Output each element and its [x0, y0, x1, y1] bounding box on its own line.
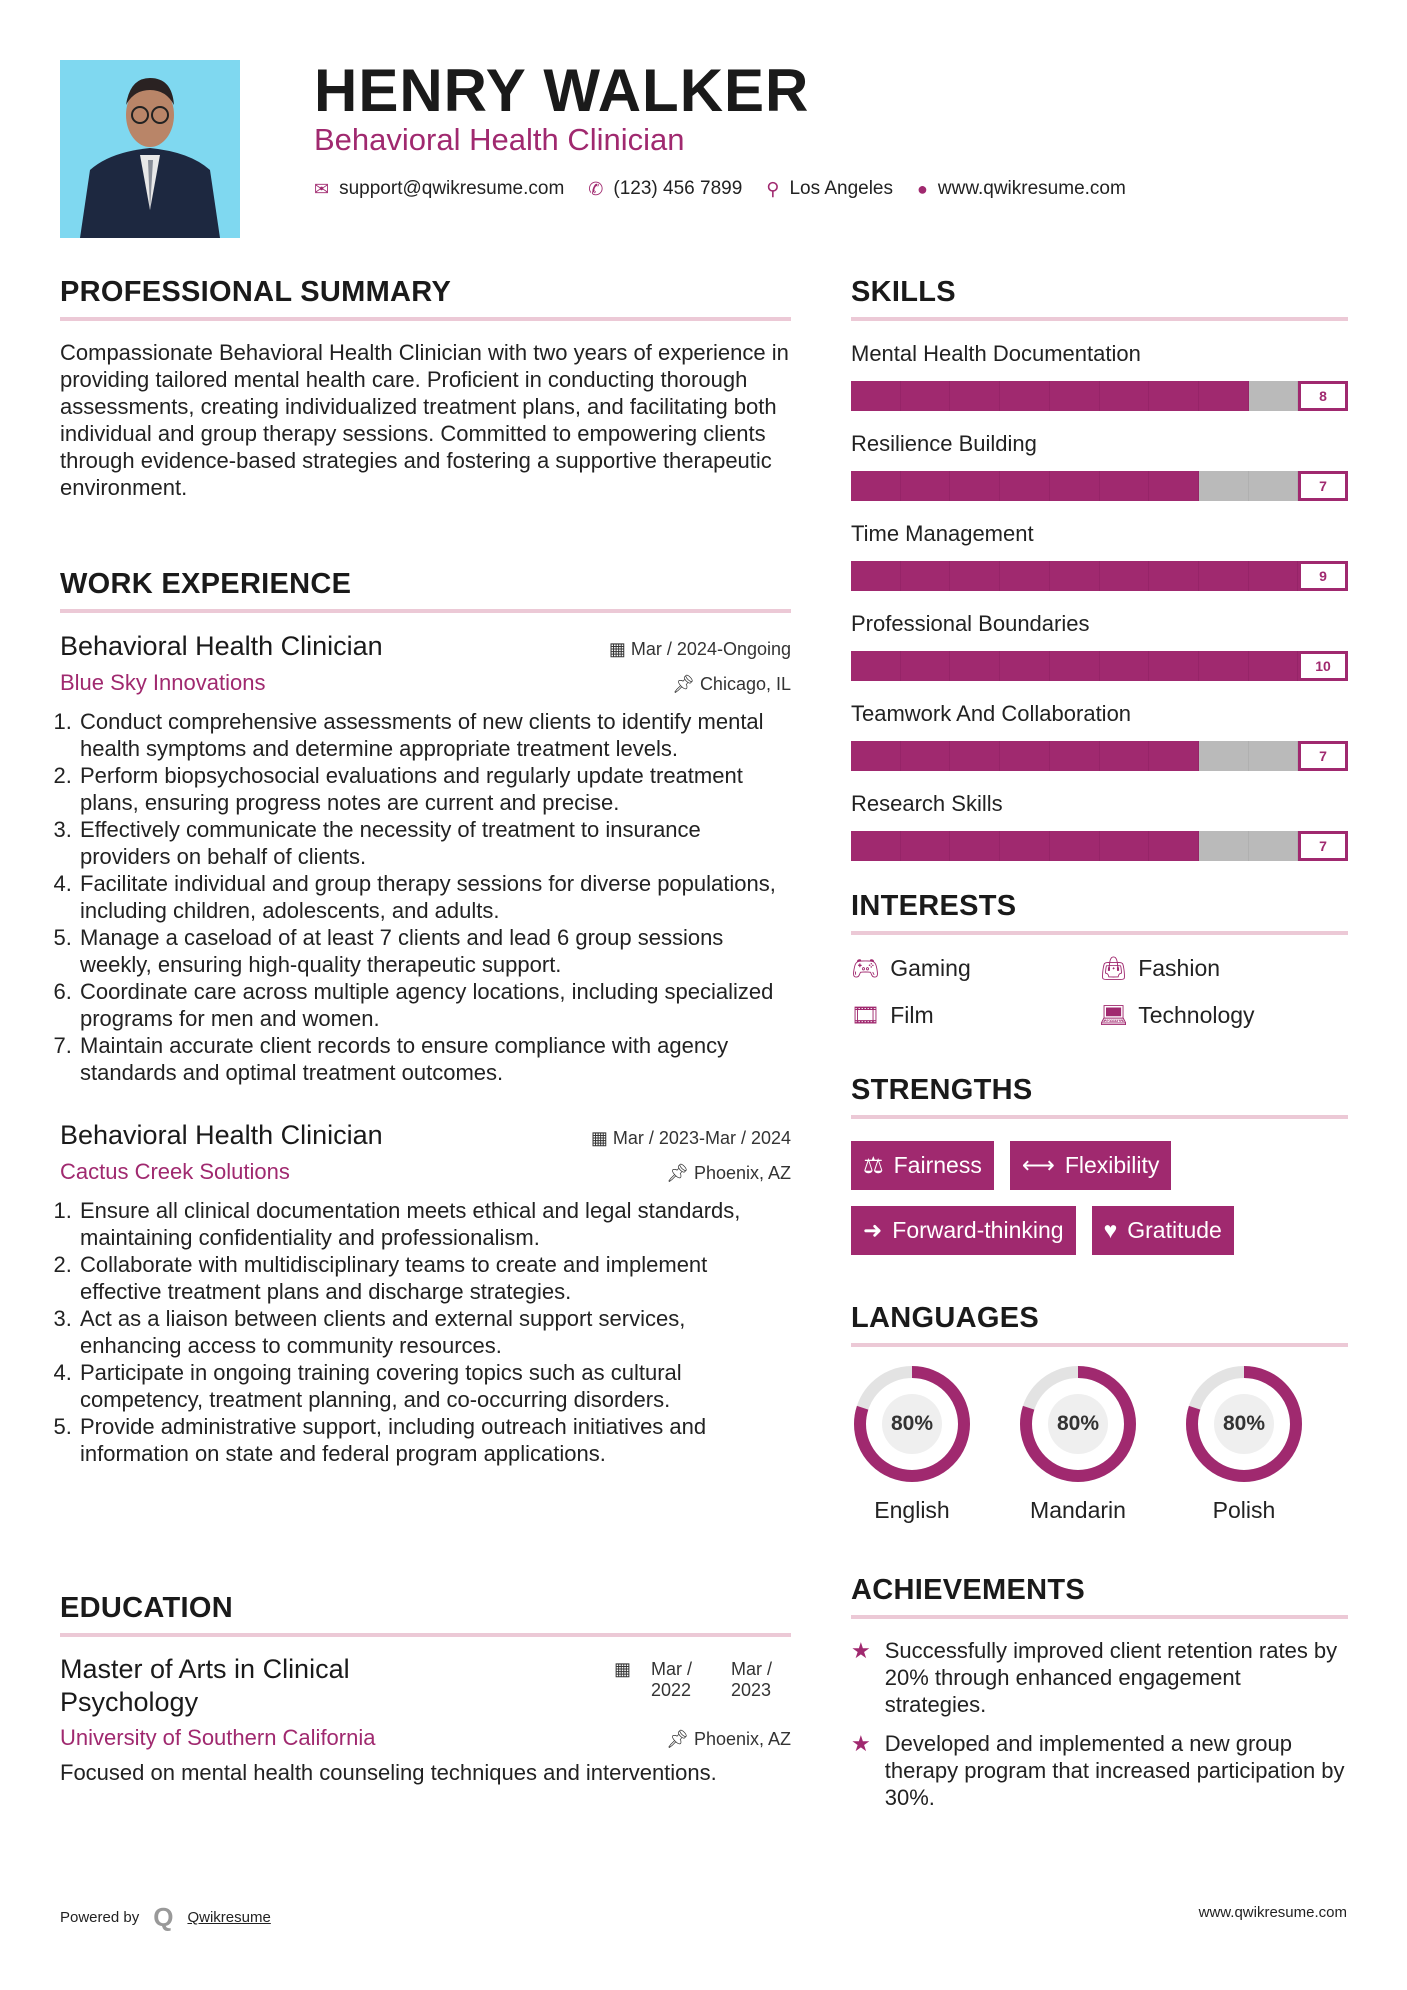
skill-label: Professional Boundaries [851, 611, 1090, 636]
film-icon: 🎞︎ [851, 1002, 881, 1028]
skill-bar [851, 651, 1348, 681]
duty: 1. Ensure all clinical documentation meets ethical and legal standards, maintaining confidentiality and professionalism. [78, 1197, 791, 1251]
skill-segment [1000, 381, 1050, 411]
brand-link[interactable]: Qwikresume [187, 1909, 271, 1926]
duty: 5. Provide administrative support, including outreach initiatives and information on state and federal program applications. [78, 1413, 791, 1467]
work-section [60, 568, 791, 1467]
candidate-name: HENRY WALKER [314, 57, 810, 124]
duty: 2. Perform biopsychosocial evaluations and regularly update treatment plans, ensuring progress notes are current and precise. [78, 762, 791, 816]
achievement-item [851, 1637, 1348, 1718]
interest-item [1099, 1002, 1347, 1029]
interest-label: Fashion [1138, 955, 1221, 981]
skill-segment [1249, 831, 1299, 861]
gamepad-icon: 🎮︎ [851, 955, 881, 981]
skill-segment [950, 741, 1000, 771]
location: Los Angeles [789, 178, 893, 199]
edu-location: Phoenix, AZ [693, 1729, 791, 1749]
strength-tag [851, 1206, 1076, 1255]
skill-segment [950, 561, 1000, 591]
skill-value: 8 [1298, 381, 1348, 411]
skill-segment [1199, 651, 1249, 681]
interest-label: Film [890, 1002, 934, 1028]
skill-segment [851, 381, 901, 411]
skill-label: Research Skills [851, 791, 1003, 816]
skill-segment [1149, 471, 1199, 501]
scale-icon: ⚖ [863, 1152, 884, 1178]
section-title: EDUCATION [60, 1592, 233, 1624]
pin-icon: 📌︎ [672, 674, 700, 694]
skill-bar [851, 741, 1348, 771]
contact-bar [314, 178, 1126, 200]
phone-icon: ✆ [588, 178, 604, 199]
skill-segment [851, 741, 901, 771]
edu-text: Focused on mental health counseling techniques and interventions. [60, 1760, 717, 1785]
calendar-icon: ▦ [613, 1659, 631, 1679]
skill-segment [1100, 381, 1150, 411]
divider [851, 931, 1348, 935]
skill-label: Teamwork And Collaboration [851, 701, 1132, 726]
language-item [1017, 1363, 1139, 1524]
skill-label: Resilience Building [851, 431, 1037, 456]
skill-segment [1149, 561, 1199, 591]
duty: 4. Participate in ongoing training covering topics such as cultural competency, treatment planning, and co-occurring disorders. [78, 1359, 791, 1413]
skill-item [851, 431, 1348, 501]
skill-bar [851, 381, 1348, 411]
skill-segment [851, 561, 901, 591]
section-title: SKILLS [851, 276, 956, 308]
star-icon: ★ [851, 1731, 871, 1756]
skill-segment [851, 651, 901, 681]
powered-by: Powered by [60, 1909, 140, 1926]
language-label: Polish [1212, 1497, 1276, 1523]
pin-icon: 📌︎ [666, 1163, 694, 1183]
skill-label: Time Management [851, 521, 1034, 546]
skill-segment [1000, 471, 1050, 501]
shopping-bag-icon: 👜︎ [1099, 955, 1129, 981]
skill-value: 10 [1298, 651, 1348, 681]
skill-bar [851, 471, 1348, 501]
footer [60, 1902, 271, 1933]
divider [851, 317, 1348, 321]
company: Cactus Creek Solutions [60, 1159, 290, 1184]
interests-section [851, 890, 1348, 1029]
arrows-icon: ⟷ [1021, 1152, 1055, 1178]
skill-item [851, 521, 1348, 591]
skill-segment [1249, 561, 1299, 591]
company: Blue Sky Innovations [60, 670, 266, 695]
interest-item [851, 955, 1099, 982]
language-item [851, 1363, 973, 1524]
skill-item [851, 611, 1348, 681]
strength-tag [1010, 1141, 1172, 1190]
interest-item [1099, 955, 1347, 982]
skill-segment [1050, 471, 1100, 501]
education-section [60, 1592, 791, 1786]
skill-segment [901, 651, 951, 681]
language-ring [1017, 1363, 1139, 1485]
phone: (123) 456 7899 [613, 178, 743, 199]
achievements-section [851, 1574, 1348, 1811]
skill-segment [851, 471, 901, 501]
skill-segment [1000, 651, 1050, 681]
skill-segment [901, 471, 951, 501]
laptop-icon: 💻︎ [1099, 1002, 1129, 1028]
language-ring [1183, 1363, 1305, 1485]
skill-segment [1199, 831, 1249, 861]
job-date: Mar / 2023-Mar / 2024 [612, 1128, 791, 1148]
achievement-text: Developed and implemented a new group therapy program that increased participation by 30%. [884, 1731, 1345, 1810]
skill-segment [1050, 651, 1100, 681]
divider [60, 1633, 791, 1637]
candidate-role: Behavioral Health Clinician [314, 122, 685, 157]
section-title: LANGUAGES [851, 1302, 1039, 1334]
skill-item [851, 791, 1348, 861]
language-percent: 80% [1056, 1412, 1100, 1435]
duty: 7. Maintain accurate client records to ensure compliance with agency standards and optimal treatment outcomes. [78, 1032, 791, 1086]
skill-segment [901, 741, 951, 771]
language-label: English [874, 1497, 950, 1523]
skill-segment [901, 561, 951, 591]
heart-icon: ♥ [1103, 1217, 1118, 1243]
strength-tag [1092, 1206, 1234, 1255]
language-percent: 80% [1222, 1412, 1266, 1435]
skill-segment [1000, 831, 1050, 861]
school: University of Southern California [60, 1725, 376, 1750]
skill-bar [851, 561, 1348, 591]
skill-segment [1199, 561, 1249, 591]
summary-section [60, 276, 791, 501]
skill-segment [1100, 741, 1150, 771]
job-location: Chicago, IL [699, 674, 791, 694]
duty: 3. Act as a liaison between clients and external support services, enhancing access to community resources. [78, 1305, 791, 1359]
section-title: PROFESSIONAL SUMMARY [60, 276, 452, 308]
skill-segment [901, 831, 951, 861]
job-entry [60, 1120, 791, 1467]
achievement-item [851, 1730, 1348, 1811]
skill-segment [1149, 651, 1199, 681]
skills-list [851, 341, 1348, 861]
website[interactable]: www.qwikresume.com [937, 178, 1126, 199]
degree: Master of Arts in Clinical Psychology [60, 1654, 350, 1717]
duty: 6. Coordinate care across multiple agency locations, including specialized programs for men and women. [78, 978, 791, 1032]
interest-label: Technology [1138, 1002, 1255, 1028]
skill-segment [1199, 471, 1249, 501]
skill-value: 7 [1298, 831, 1348, 861]
skill-value: 7 [1298, 471, 1348, 501]
star-icon: ★ [851, 1638, 871, 1663]
skill-segment [1249, 741, 1299, 771]
duty: 5. Manage a caseload of at least 7 clients and lead 6 group sessions weekly, ensuring high-quality therapeutic support. [78, 924, 791, 978]
section-title: ACHIEVEMENTS [851, 1574, 1086, 1606]
language-item [1183, 1363, 1305, 1524]
skill-segment [1050, 561, 1100, 591]
pin-icon: 📌︎ [666, 1729, 694, 1749]
strength-label: Flexibility [1064, 1152, 1160, 1178]
skill-item [851, 341, 1348, 411]
skill-value: 9 [1298, 561, 1348, 591]
arrow-right-icon: ➜ [863, 1217, 883, 1243]
skill-label: Mental Health Documentation [851, 341, 1141, 366]
job-title: Behavioral Health Clinician [60, 631, 383, 661]
interest-item [851, 1002, 1099, 1029]
edu-end: Mar / 2023 [731, 1659, 773, 1700]
map-pin-icon: ⚲ [766, 178, 780, 199]
skill-segment [950, 831, 1000, 861]
job-location: Phoenix, AZ [693, 1163, 791, 1183]
skill-segment [1000, 741, 1050, 771]
section-title: INTERESTS [851, 890, 1017, 922]
job-date: Mar / 2024-Ongoing [630, 639, 791, 659]
divider [60, 609, 791, 613]
skill-segment [1249, 381, 1299, 411]
skill-segment [901, 381, 951, 411]
skill-segment [851, 831, 901, 861]
language-ring [851, 1363, 973, 1485]
skill-segment [1000, 561, 1050, 591]
skill-segment [1149, 381, 1199, 411]
globe-icon: ● [917, 178, 928, 199]
email[interactable]: support@qwikresume.com [339, 178, 565, 199]
language-label: Mandarin [1030, 1497, 1126, 1523]
footer-url[interactable]: www.qwikresume.com [1198, 1904, 1347, 1921]
skill-segment [1050, 381, 1100, 411]
language-percent: 80% [890, 1412, 934, 1435]
strength-label: Fairness [893, 1152, 982, 1178]
interest-label: Gaming [890, 955, 971, 981]
skill-segment [1100, 831, 1150, 861]
skill-segment [1100, 561, 1150, 591]
section-title: WORK EXPERIENCE [60, 568, 352, 600]
skill-item [851, 701, 1348, 771]
duty: 3. Effectively communicate the necessity of treatment to insurance providers on behalf of clients. [78, 816, 791, 870]
strength-tag [851, 1141, 994, 1190]
job-entry [60, 631, 791, 1086]
edu-start: Mar / 2022 [651, 1659, 693, 1700]
skill-value: 7 [1298, 741, 1348, 771]
skill-segment [1199, 381, 1249, 411]
summary-text: Compassionate Behavioral Health Clinician with two years of experience in providing tailored mental health care. Proficient in conducting thorough assessments, creating individualized treatment plans, and facilitating both individual and group therapy sessions. Committed to empowering clients through evidence-based strategies and fostering a supportive therapeutic environment. [60, 340, 789, 500]
skill-segment [1050, 831, 1100, 861]
divider [851, 1615, 1348, 1619]
duty: 2. Collaborate with multidisciplinary teams to create and implement effective treatment plans and discharge strategies. [78, 1251, 791, 1305]
skill-segment [1100, 651, 1150, 681]
divider [851, 1115, 1348, 1119]
section-title: STRENGTHS [851, 1074, 1033, 1106]
languages-section [851, 1302, 1348, 1524]
skill-segment [950, 651, 1000, 681]
job-duties [60, 1197, 791, 1467]
skill-segment [1149, 831, 1199, 861]
skills-section [851, 276, 1348, 861]
strength-label: Forward-thinking [892, 1217, 1064, 1243]
skill-segment [950, 381, 1000, 411]
skill-segment [1100, 471, 1150, 501]
divider [60, 317, 791, 321]
skill-segment [1149, 741, 1199, 771]
strength-label: Gratitude [1127, 1217, 1222, 1243]
envelope-icon: ✉ [314, 178, 330, 199]
job-duties [60, 708, 791, 1086]
skill-segment [1199, 741, 1249, 771]
calendar-icon: ▦ [590, 1128, 613, 1148]
skill-bar [851, 831, 1348, 861]
strengths-section [851, 1074, 1348, 1255]
achievement-text: Successfully improved client retention rates by 20% through enhanced engagement strategies. [884, 1638, 1338, 1717]
qwikresume-logo-icon: Q [153, 1902, 174, 1932]
divider [851, 1343, 1348, 1347]
calendar-icon: ▦ [608, 639, 631, 659]
skill-segment [1249, 651, 1299, 681]
profile-photo [60, 60, 240, 238]
job-title: Behavioral Health Clinician [60, 1120, 383, 1150]
skill-segment [950, 471, 1000, 501]
skill-segment [1249, 471, 1299, 501]
duty: 1. Conduct comprehensive assessments of new clients to identify mental health symptoms and determine appropriate treatment levels. [78, 708, 791, 762]
skill-segment [1050, 741, 1100, 771]
duty: 4. Facilitate individual and group therapy sessions for diverse populations, including children, adolescents, and adults. [78, 870, 791, 924]
